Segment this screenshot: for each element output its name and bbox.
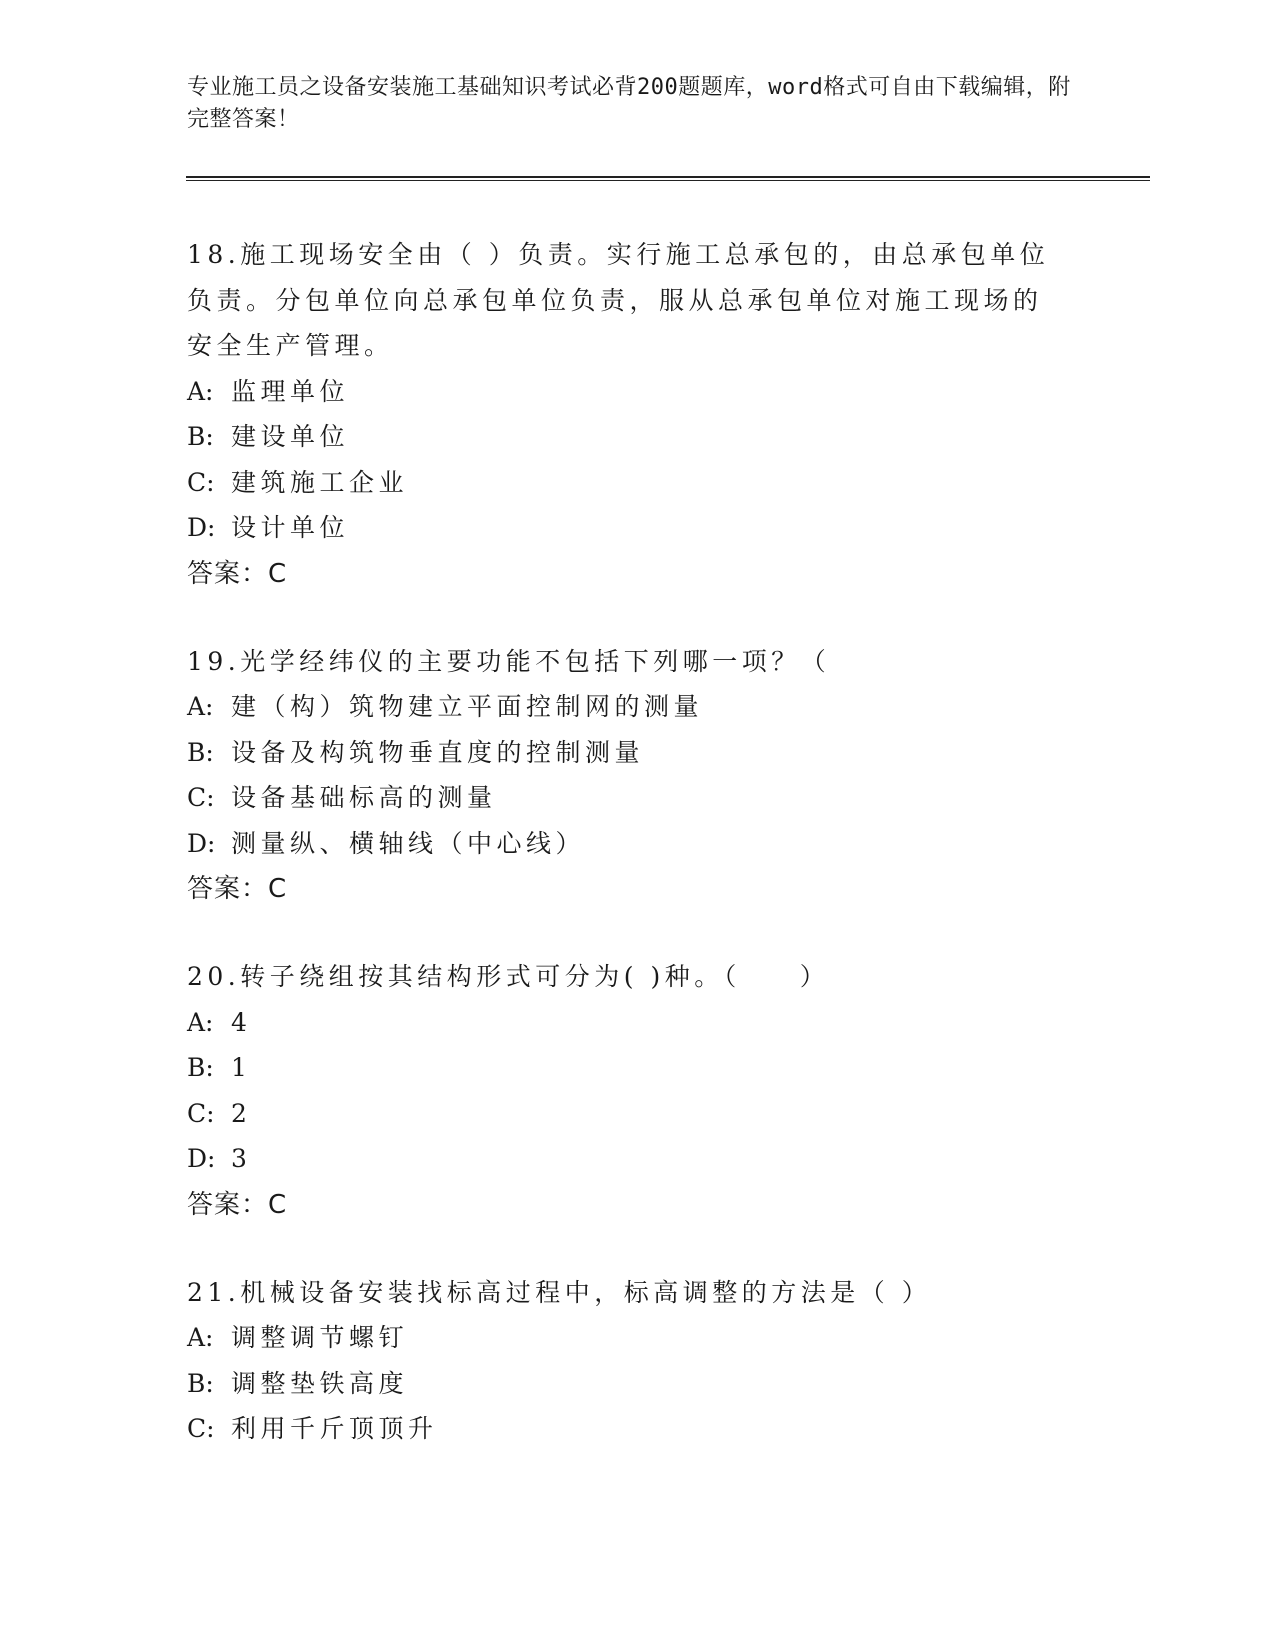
option-d bbox=[187, 505, 1067, 551]
option-d bbox=[187, 1136, 1067, 1182]
option-a bbox=[187, 1315, 1067, 1361]
option-b bbox=[187, 730, 1067, 776]
option-text: 利用千斤顶顶升 bbox=[231, 1414, 438, 1443]
option-text: 测量纵、横轴线（中心线） bbox=[231, 828, 586, 858]
option-text: 3 bbox=[231, 1144, 252, 1173]
option-key: C: bbox=[187, 1414, 215, 1443]
document-header: 专业施工员之设备安装施工基础知识考试必背200题题库，word格式可自由下载编辑，附完整答案！ bbox=[187, 75, 1071, 132]
option-b bbox=[187, 1045, 1067, 1091]
option-key: A: bbox=[187, 376, 214, 406]
option-key: B: bbox=[187, 1368, 214, 1398]
option-text: 调整垫铁高度 bbox=[231, 1368, 409, 1398]
option-key: D: bbox=[187, 828, 216, 858]
question-text: 18.施工现场安全由（ ）负责。实行施工总承包的，由总承包单位负责。分包单位向总承包单位负责，服从总承包单位对施工现场的安全生产管理。 bbox=[187, 240, 1050, 360]
question-18 bbox=[187, 232, 1067, 597]
option-b bbox=[187, 1361, 1067, 1407]
option-key: B: bbox=[187, 422, 214, 451]
option-key: C: bbox=[187, 1098, 215, 1128]
question-list bbox=[187, 232, 1067, 1494]
option-text: 1 bbox=[231, 1053, 252, 1082]
option-c bbox=[187, 460, 1067, 506]
option-c bbox=[187, 1406, 1067, 1452]
option-a bbox=[187, 684, 1067, 730]
option-key: D: bbox=[187, 1144, 216, 1173]
option-text: 监理单位 bbox=[231, 376, 350, 406]
option-b bbox=[187, 414, 1067, 460]
option-text: 设计单位 bbox=[231, 513, 350, 542]
option-key: A: bbox=[187, 1323, 214, 1352]
option-c bbox=[187, 1091, 1067, 1137]
option-key: B: bbox=[187, 737, 214, 767]
header-divider bbox=[186, 176, 1150, 181]
question-19 bbox=[187, 639, 1067, 913]
option-text: 调整调节螺钉 bbox=[231, 1323, 409, 1352]
option-a bbox=[187, 369, 1067, 415]
option-text: 建筑施工企业 bbox=[231, 467, 409, 497]
question-text: 20.转子绕组按其结构形式可分为( )种。（ ） bbox=[187, 962, 830, 991]
option-d bbox=[187, 821, 1067, 867]
option-text: 设备及构筑物垂直度的控制测量 bbox=[231, 737, 645, 767]
option-key: B: bbox=[187, 1053, 214, 1082]
option-key: A: bbox=[187, 1007, 214, 1037]
question-text: 19.光学经纬仪的主要功能不包括下列哪一项？（ bbox=[187, 646, 831, 676]
question-20 bbox=[187, 954, 1067, 1228]
option-key: C: bbox=[187, 783, 215, 812]
answer-label: 答案：C bbox=[187, 558, 288, 589]
option-key: C: bbox=[187, 467, 215, 497]
option-text: 设备基础标高的测量 bbox=[231, 783, 497, 812]
question-21 bbox=[187, 1270, 1067, 1452]
option-key: D: bbox=[187, 513, 216, 542]
option-text: 2 bbox=[231, 1098, 252, 1128]
question-text: 21.机械设备安装找标高过程中，标高调整的方法是（ ） bbox=[187, 1277, 932, 1307]
option-text: 4 bbox=[231, 1007, 252, 1037]
option-key: A: bbox=[187, 692, 214, 721]
answer-label: 答案：C bbox=[187, 874, 288, 904]
option-a bbox=[187, 1000, 1067, 1046]
option-text: 建（构）筑物建立平面控制网的测量 bbox=[231, 692, 704, 721]
answer-label: 答案：C bbox=[187, 1189, 288, 1220]
option-c bbox=[187, 775, 1067, 821]
option-text: 建设单位 bbox=[231, 422, 350, 451]
